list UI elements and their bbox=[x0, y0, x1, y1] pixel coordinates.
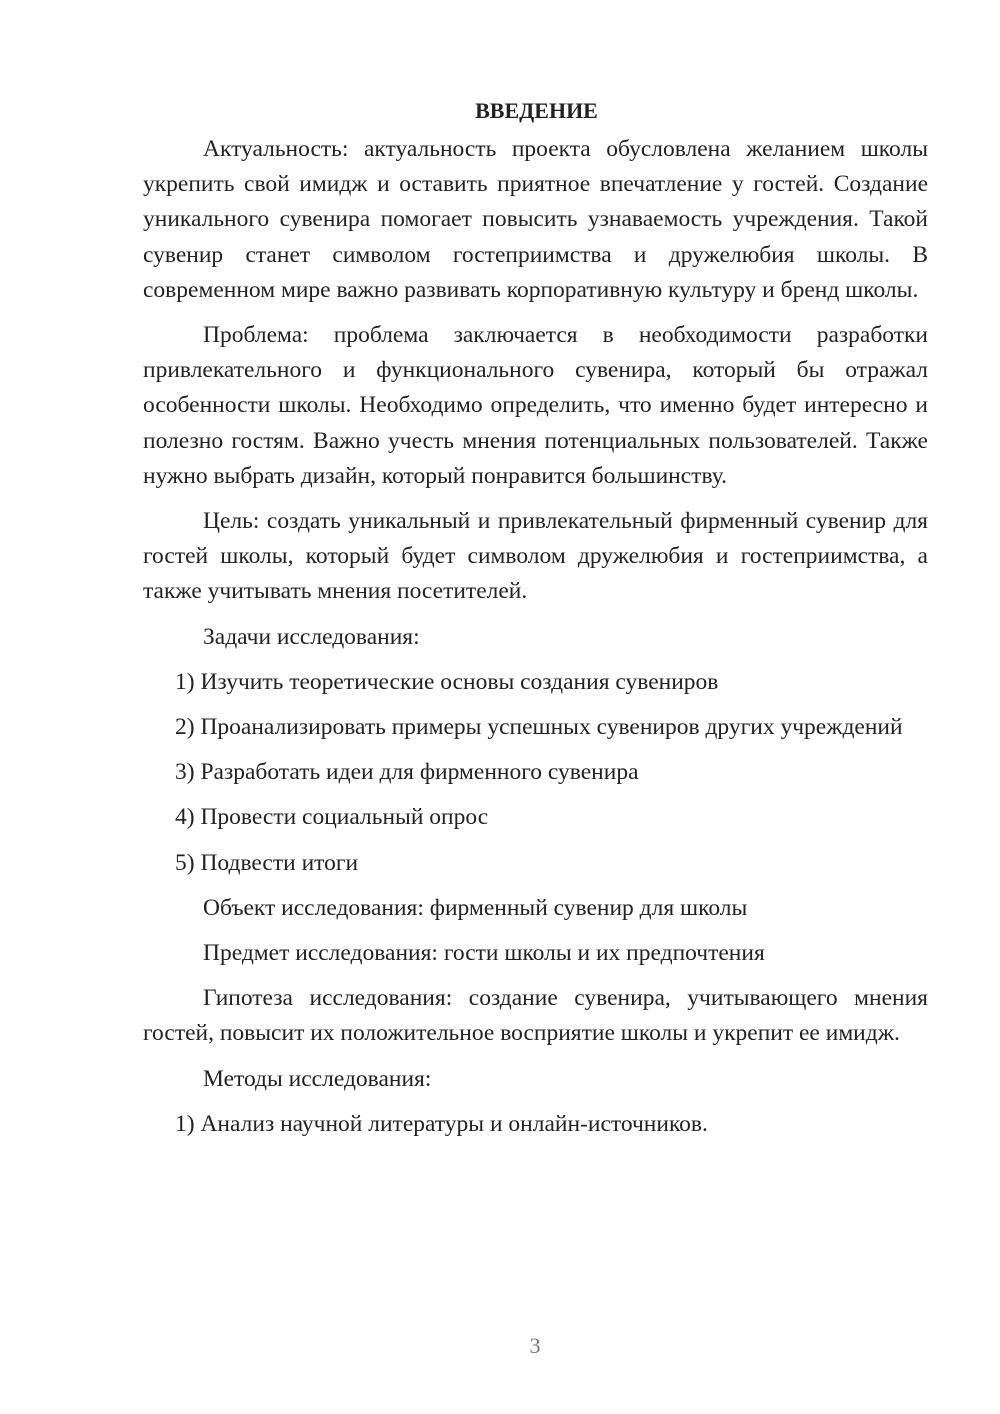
goal-paragraph: Цель: создать уникальный и привлекательный фирменный сувенир для гостей школы, который будет символом дружелюбия и гостеприимства, а также учитывать мнения посетителей. bbox=[143, 508, 928, 605]
task-item-1: 1) Изучить теоретические основы создания сувениров bbox=[175, 668, 719, 695]
methods-heading: Методы исследования: bbox=[203, 1065, 432, 1092]
task-item-3: 3) Разработать идеи для фирменного сувенира bbox=[175, 759, 639, 786]
task-item-5: 5) Подвести итоги bbox=[175, 849, 359, 876]
relevance-paragraph: Актуальность: актуальность проекта обусловлена желанием школы укрепить свой имидж и оставить приятное впечатление у гостей. Создание уникального сувенира помогает повысить узнаваемость учреждения. Такой сувенир станет символом гостеприимства и дружелюбия школы. В современном мире важно развивать корпоративную культуру и бренд школы. bbox=[143, 136, 928, 303]
object-paragraph: Объект исследования: фирменный сувенир для школы bbox=[203, 894, 748, 921]
task-item-2: 2) Проанализировать примеры успешных сувениров других учреждений bbox=[175, 714, 903, 741]
task-item-4: 4) Провести социальный опрос bbox=[175, 804, 489, 831]
page-number: 3 bbox=[529, 1333, 541, 1358]
hypothesis-paragraph: Гипотеза исследования: создание сувенира, учитывающего мнения гостей, повысит их положительное восприятие школы и укрепит ее имидж. bbox=[143, 985, 928, 1047]
subject-paragraph: Предмет исследования: гости школы и их предпочтения bbox=[203, 940, 765, 967]
section-title: ВВЕДЕНИЕ bbox=[475, 98, 598, 123]
tasks-heading: Задачи исследования: bbox=[203, 623, 420, 650]
page-content bbox=[143, 93, 928, 1152]
method-item-1: 1) Анализ научной литературы и онлайн-источников. bbox=[175, 1110, 708, 1137]
problem-paragraph: Проблема: проблема заключается в необходимости разработки привлекательного и функционального сувенира, который бы отражал особенности школы. Необходимо определить, что именно будет интересно и полезно гостям. Важно учесть мнения потенциальных пользователей. Также нужно выбрать дизайн, который понравится большинству. bbox=[143, 322, 928, 489]
